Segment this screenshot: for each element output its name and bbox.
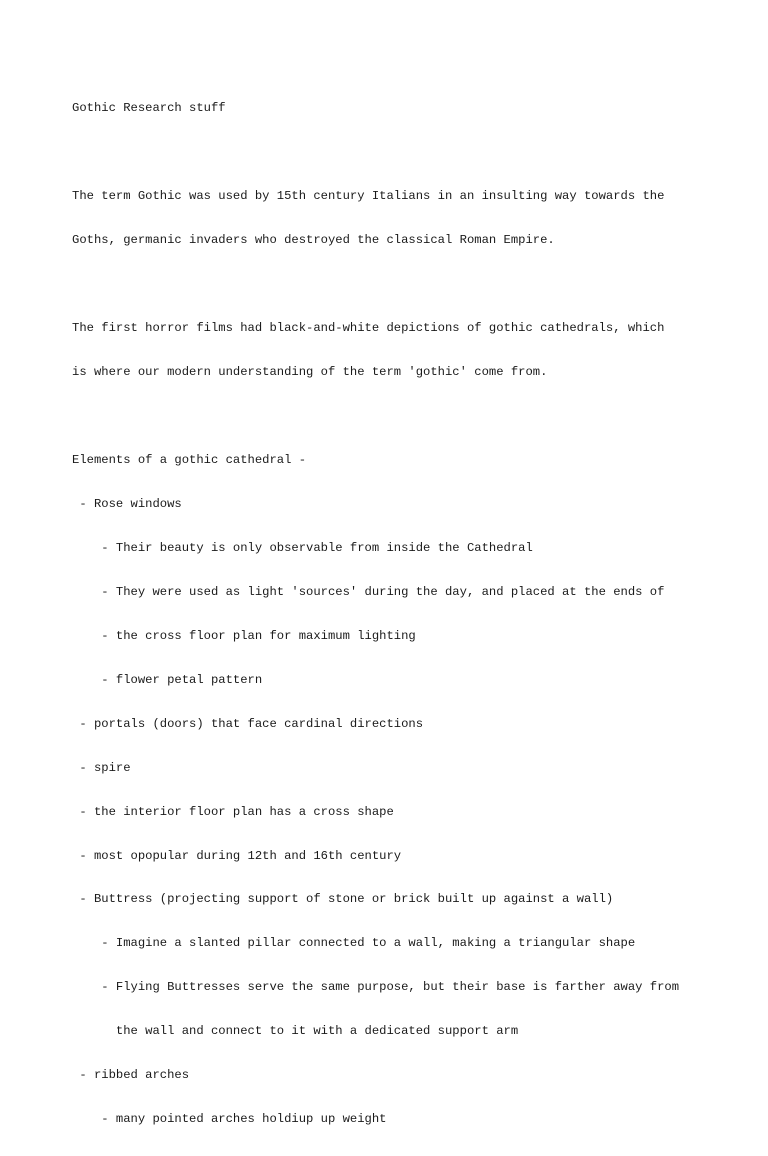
- paragraph-line: is where our modern understanding of the term 'gothic' come from.: [72, 365, 548, 380]
- list-item: - most opopular during 12th and 16th century: [72, 848, 402, 863]
- list-item: - spire: [72, 760, 131, 775]
- sub-list-item: - Flying Buttresses serve the same purpose, but their base is farther away from: [72, 980, 680, 995]
- blank-line: [72, 145, 712, 160]
- document-title: Gothic Research stuff: [72, 101, 226, 116]
- list-heading: Elements of a gothic cathedral -: [72, 452, 307, 467]
- sub-list-item: - flower petal pattern: [72, 672, 263, 687]
- list-item: - portals (doors) that face cardinal directions: [72, 716, 424, 731]
- list-item: - Buttress (projecting support of stone or brick built up against a wall): [72, 892, 614, 907]
- paragraph-line: The term Gothic was used by 15th century Italians in an insulting way towards the: [72, 189, 665, 204]
- sub-list-item-continuation: the wall and connect to it with a dedicated support arm: [72, 1024, 519, 1039]
- sub-list-item: - Their beauty is only observable from inside the Cathedral: [72, 540, 533, 555]
- paragraph-line: Goths, germanic invaders who destroyed the classical Roman Empire.: [72, 233, 555, 248]
- list-item: - Rose windows: [72, 496, 182, 511]
- sub-list-item: - They were used as light 'sources' during the day, and placed at the ends of: [72, 584, 665, 599]
- document-text: [72, 72, 712, 1156]
- blank-line: [72, 409, 712, 424]
- list-item: - ribbed arches: [72, 1068, 190, 1083]
- paragraph-line: The first horror films had black-and-white depictions of gothic cathedrals, which: [72, 321, 665, 336]
- sub-list-item: - the cross floor plan for maximum lighting: [72, 628, 416, 643]
- blank-line: [72, 277, 712, 292]
- list-item: - the interior floor plan has a cross shape: [72, 804, 394, 819]
- sub-list-item: - many pointed arches holdiup up weight: [72, 1112, 387, 1127]
- sub-list-item: - Imagine a slanted pillar connected to a wall, making a triangular shape: [72, 936, 636, 951]
